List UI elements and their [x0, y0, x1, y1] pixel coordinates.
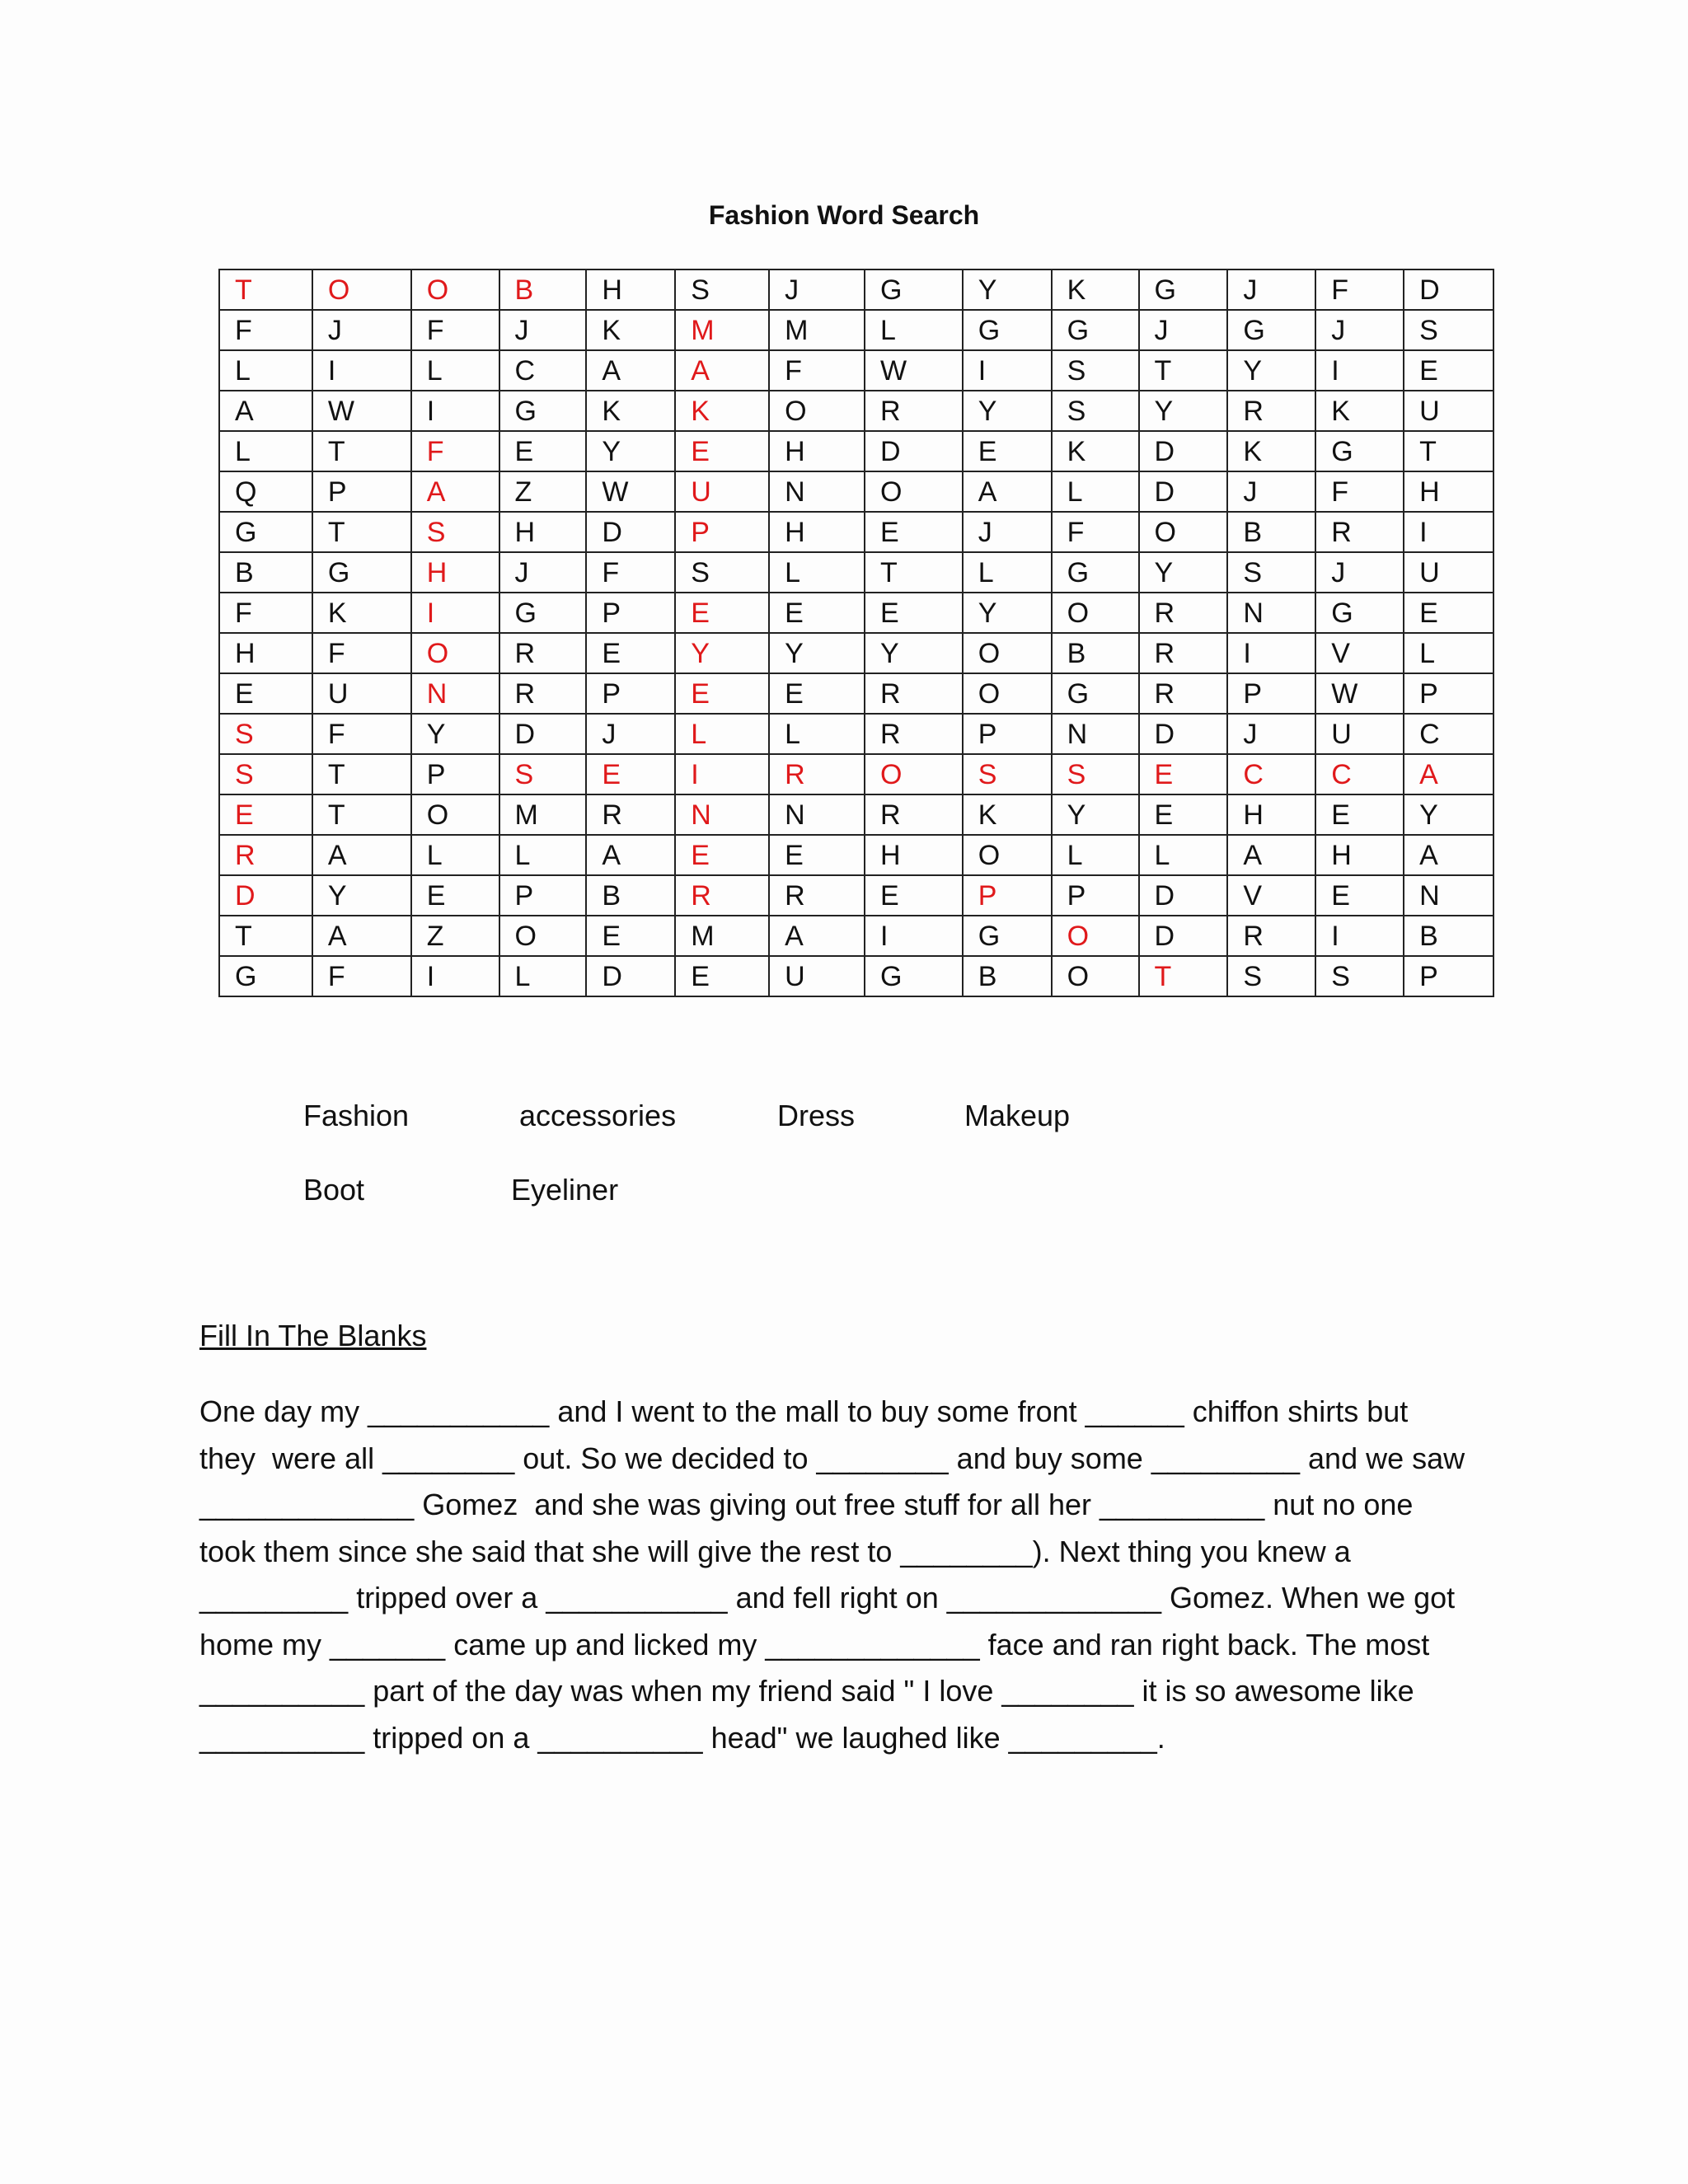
grid-cell: E	[675, 835, 769, 875]
grid-cell: Y	[1139, 391, 1228, 431]
grid-row	[219, 754, 1493, 794]
grid-cell: S	[1227, 552, 1315, 593]
grid-cell: H	[411, 552, 499, 593]
grid-cell: I	[411, 956, 499, 996]
grid-row	[219, 512, 1493, 552]
fill-in-blanks-heading: Fill In The Blanks	[199, 1319, 427, 1352]
grid-cell: N	[769, 471, 865, 512]
grid-cell: T	[312, 754, 411, 794]
grid-cell: F	[769, 350, 865, 391]
grid-cell: R	[1227, 916, 1315, 956]
grid-cell: E	[586, 754, 675, 794]
word-list-item: accessories	[519, 1099, 677, 1132]
grid-row	[219, 633, 1493, 673]
grid-cell: O	[865, 754, 963, 794]
grid-cell: R	[769, 875, 865, 916]
word-list-item: Dress	[777, 1099, 856, 1132]
grid-cell: A	[963, 471, 1052, 512]
grid-cell: G	[865, 269, 963, 310]
paragraph-line: _____________ Gomez and she was giving out free stuff for all her __________ nut no one	[199, 1488, 1414, 1521]
grid-cell: L	[1139, 835, 1228, 875]
grid-cell: S	[675, 269, 769, 310]
grid-cell: Y	[586, 431, 675, 471]
grid-cell: P	[1227, 673, 1315, 714]
grid-row	[219, 875, 1493, 916]
grid-cell: B	[1404, 916, 1493, 956]
grid-cell: P	[1404, 673, 1493, 714]
grid-cell: O	[963, 835, 1052, 875]
grid-cell: M	[499, 794, 587, 835]
grid-cell: T	[1139, 350, 1228, 391]
grid-cell: L	[499, 835, 587, 875]
grid-cell: E	[963, 431, 1052, 471]
grid-cell: R	[1139, 593, 1228, 633]
grid-cell: A	[411, 471, 499, 512]
grid-cell: T	[312, 431, 411, 471]
grid-cell: P	[963, 714, 1052, 754]
grid-cell: T	[1404, 431, 1493, 471]
grid-cell: H	[499, 512, 587, 552]
grid-cell: J	[499, 552, 587, 593]
grid-cell: S	[1052, 350, 1139, 391]
grid-cell: U	[1315, 714, 1404, 754]
grid-cell: I	[963, 350, 1052, 391]
word-search-grid	[218, 269, 1494, 997]
grid-cell: C	[1227, 754, 1315, 794]
grid-cell: U	[675, 471, 769, 512]
grid-cell: S	[1315, 956, 1404, 996]
grid-cell: L	[769, 714, 865, 754]
grid-cell: L	[411, 350, 499, 391]
grid-cell: T	[312, 512, 411, 552]
grid-row	[219, 552, 1493, 593]
grid-cell: S	[675, 552, 769, 593]
grid-cell: G	[1052, 552, 1139, 593]
grid-cell: F	[586, 552, 675, 593]
grid-cell: F	[411, 310, 499, 350]
grid-cell: B	[1052, 633, 1139, 673]
grid-cell: A	[1227, 835, 1315, 875]
grid-cell: P	[411, 754, 499, 794]
grid-row	[219, 310, 1493, 350]
page-title: Fashion Word Search	[708, 200, 980, 230]
paragraph-line: home my _______ came up and licked my _____________ face and ran right back. The most	[199, 1627, 1430, 1661]
grid-cell: K	[1315, 391, 1404, 431]
grid-row	[219, 794, 1493, 835]
word-list-item: Boot	[303, 1173, 365, 1207]
grid-cell: P	[312, 471, 411, 512]
grid-cell: O	[499, 916, 587, 956]
grid-cell: K	[586, 391, 675, 431]
grid-cell: L	[865, 310, 963, 350]
grid-cell: G	[219, 512, 312, 552]
grid-cell: S	[1052, 391, 1139, 431]
grid-cell: Q	[219, 471, 312, 512]
grid-cell: C	[1315, 754, 1404, 794]
grid-cell: G	[865, 956, 963, 996]
grid-cell: L	[219, 431, 312, 471]
grid-cell: G	[963, 310, 1052, 350]
grid-row	[219, 673, 1493, 714]
grid-cell: I	[1315, 350, 1404, 391]
grid-cell: D	[1139, 714, 1228, 754]
grid-cell: A	[312, 835, 411, 875]
grid-cell: G	[219, 956, 312, 996]
grid-cell: F	[312, 633, 411, 673]
paragraph-line: took them since she said that she will give the rest to ________). Next thing you knew a	[199, 1534, 1351, 1568]
grid-cell: L	[769, 552, 865, 593]
grid-cell: S	[1227, 956, 1315, 996]
paragraph-line: __________ tripped on a __________ head" we laughed like _________.	[199, 1720, 1165, 1755]
grid-cell: E	[1315, 794, 1404, 835]
grid-cell: N	[411, 673, 499, 714]
grid-cell: Y	[1404, 794, 1493, 835]
grid-cell: R	[1315, 512, 1404, 552]
grid-cell: L	[1404, 633, 1493, 673]
grid-cell: K	[675, 391, 769, 431]
grid-cell: E	[586, 633, 675, 673]
grid-cell: J	[586, 714, 675, 754]
grid-cell: E	[769, 835, 865, 875]
grid-cell: J	[769, 269, 865, 310]
grid-row	[219, 593, 1493, 633]
grid-cell: I	[1227, 633, 1315, 673]
grid-cell: J	[499, 310, 587, 350]
grid-cell: T	[219, 916, 312, 956]
grid-cell: P	[586, 673, 675, 714]
word-list-item: Fashion	[303, 1099, 410, 1132]
grid-cell: Y	[769, 633, 865, 673]
grid-cell: F	[312, 714, 411, 754]
grid-cell: G	[1227, 310, 1315, 350]
grid-cell: W	[865, 350, 963, 391]
grid-cell: Y	[963, 593, 1052, 633]
grid-cell: L	[219, 350, 312, 391]
grid-cell: R	[499, 633, 587, 673]
grid-cell: H	[865, 835, 963, 875]
grid-cell: E	[865, 512, 963, 552]
grid-cell: Y	[411, 714, 499, 754]
grid-cell: R	[675, 875, 769, 916]
grid-cell: A	[586, 835, 675, 875]
grid-cell: R	[1139, 673, 1228, 714]
grid-cell: O	[411, 633, 499, 673]
paragraph-line: they were all ________ out. So we decided to ________ and buy some _________ and we saw	[199, 1441, 1465, 1475]
grid-cell: U	[1404, 552, 1493, 593]
grid-cell: J	[1139, 310, 1228, 350]
grid-cell: V	[1315, 633, 1404, 673]
grid-cell: Y	[1052, 794, 1139, 835]
grid-cell: F	[219, 310, 312, 350]
grid-row	[219, 835, 1493, 875]
grid-cell: T	[1139, 956, 1228, 996]
grid-cell: S	[963, 754, 1052, 794]
grid-row	[219, 956, 1493, 996]
grid-cell: F	[312, 956, 411, 996]
grid-cell: A	[586, 350, 675, 391]
grid-cell: E	[675, 593, 769, 633]
grid-cell: E	[1139, 794, 1228, 835]
grid-cell: P	[963, 875, 1052, 916]
grid-cell: G	[499, 391, 587, 431]
grid-cell: A	[675, 350, 769, 391]
grid-cell: O	[411, 794, 499, 835]
grid-cell: A	[312, 916, 411, 956]
grid-cell: L	[963, 552, 1052, 593]
grid-cell: J	[963, 512, 1052, 552]
grid-cell: B	[963, 956, 1052, 996]
grid-cell: A	[219, 391, 312, 431]
grid-row	[219, 350, 1493, 391]
grid-cell: P	[1404, 956, 1493, 996]
grid-row	[219, 391, 1493, 431]
grid-row	[219, 471, 1493, 512]
grid-cell: B	[1227, 512, 1315, 552]
grid-cell: R	[1227, 391, 1315, 431]
grid-cell: N	[769, 794, 865, 835]
grid-cell: O	[1052, 956, 1139, 996]
grid-cell: Y	[963, 391, 1052, 431]
grid-cell: I	[1404, 512, 1493, 552]
grid-cell: E	[1315, 875, 1404, 916]
grid-cell: K	[586, 310, 675, 350]
paragraph-line: __________ part of the day was when my friend said " I love ________ it is so awesome like	[199, 1674, 1414, 1708]
grid-cell: J	[1315, 552, 1404, 593]
grid-cell: G	[1052, 673, 1139, 714]
grid-cell: D	[586, 512, 675, 552]
grid-cell: U	[769, 956, 865, 996]
grid-cell: N	[1404, 875, 1493, 916]
grid-cell: W	[586, 471, 675, 512]
grid-row	[219, 269, 1493, 310]
grid-cell: M	[675, 310, 769, 350]
grid-cell: E	[1139, 754, 1228, 794]
grid-cell: T	[219, 269, 312, 310]
grid-cell: L	[411, 835, 499, 875]
grid-cell: O	[769, 391, 865, 431]
grid-cell: N	[1052, 714, 1139, 754]
grid-cell: D	[219, 875, 312, 916]
grid-cell: E	[586, 916, 675, 956]
grid-cell: Y	[312, 875, 411, 916]
grid-cell: L	[499, 956, 587, 996]
grid-cell: G	[1052, 310, 1139, 350]
grid-cell: E	[411, 875, 499, 916]
grid-cell: R	[865, 794, 963, 835]
grid-cell: T	[312, 794, 411, 835]
grid-cell: Y	[675, 633, 769, 673]
grid-cell: S	[1052, 754, 1139, 794]
grid-cell: K	[963, 794, 1052, 835]
grid-cell: H	[1404, 471, 1493, 512]
grid-cell: R	[219, 835, 312, 875]
grid-cell: O	[963, 673, 1052, 714]
word-list-item: Makeup	[964, 1099, 1071, 1132]
grid-cell: G	[963, 916, 1052, 956]
grid-cell: S	[1404, 310, 1493, 350]
grid-cell: K	[312, 593, 411, 633]
grid-cell: K	[1052, 269, 1139, 310]
grid-cell: F	[1052, 512, 1139, 552]
grid-cell: N	[1227, 593, 1315, 633]
grid-row	[219, 916, 1493, 956]
grid-cell: C	[1404, 714, 1493, 754]
grid-cell: E	[675, 431, 769, 471]
grid-cell: Z	[499, 471, 587, 512]
paragraph-line: One day my ___________ and I went to the mall to buy some front ______ chiffon shirts but	[199, 1394, 1409, 1428]
grid-cell: D	[1139, 471, 1228, 512]
grid-cell: F	[411, 431, 499, 471]
grid-cell: P	[499, 875, 587, 916]
grid-cell: Y	[1139, 552, 1228, 593]
grid-cell: Z	[411, 916, 499, 956]
grid-cell: K	[1227, 431, 1315, 471]
grid-cell: C	[499, 350, 587, 391]
grid-cell: H	[769, 512, 865, 552]
grid-cell: U	[312, 673, 411, 714]
grid-cell: H	[219, 633, 312, 673]
grid-cell: J	[1227, 269, 1315, 310]
grid-cell: B	[586, 875, 675, 916]
grid-cell: R	[865, 714, 963, 754]
grid-cell: R	[586, 794, 675, 835]
grid-cell: V	[1227, 875, 1315, 916]
grid-cell: D	[1404, 269, 1493, 310]
grid-cell: G	[499, 593, 587, 633]
grid-cell: L	[1052, 471, 1139, 512]
grid-cell: R	[865, 391, 963, 431]
grid-cell: O	[312, 269, 411, 310]
grid-cell: J	[1227, 471, 1315, 512]
grid-cell: E	[865, 593, 963, 633]
grid-cell: E	[865, 875, 963, 916]
fill-in-blanks-paragraph	[199, 1389, 1502, 1761]
grid-cell: Y	[963, 269, 1052, 310]
grid-cell: G	[1315, 593, 1404, 633]
grid-cell: A	[1404, 754, 1493, 794]
grid-cell: O	[1139, 512, 1228, 552]
grid-cell: D	[586, 956, 675, 996]
grid-cell: H	[586, 269, 675, 310]
grid-cell: A	[1404, 835, 1493, 875]
grid-cell: D	[1139, 431, 1228, 471]
grid-cell: E	[769, 673, 865, 714]
grid-cell: H	[769, 431, 865, 471]
grid-cell: G	[312, 552, 411, 593]
grid-cell: S	[411, 512, 499, 552]
grid-cell: I	[865, 916, 963, 956]
grid-cell: P	[675, 512, 769, 552]
grid-cell: N	[675, 794, 769, 835]
grid-cell: F	[1315, 471, 1404, 512]
grid-cell: I	[411, 593, 499, 633]
grid-cell: O	[963, 633, 1052, 673]
grid-cell: S	[219, 714, 312, 754]
grid-cell: I	[312, 350, 411, 391]
grid-cell: H	[1227, 794, 1315, 835]
grid-cell: L	[1052, 835, 1139, 875]
grid-cell: O	[1052, 593, 1139, 633]
grid-cell: Y	[865, 633, 963, 673]
grid-row	[219, 431, 1493, 471]
grid-cell: R	[769, 754, 865, 794]
grid-cell: P	[1052, 875, 1139, 916]
grid-cell: B	[499, 269, 587, 310]
grid-cell: J	[312, 310, 411, 350]
grid-cell: R	[865, 673, 963, 714]
grid-cell: F	[1315, 269, 1404, 310]
grid-cell: E	[499, 431, 587, 471]
grid-cell: E	[1404, 350, 1493, 391]
grid-cell: J	[1227, 714, 1315, 754]
grid-cell: G	[1315, 431, 1404, 471]
grid-cell: G	[1139, 269, 1228, 310]
grid-cell: D	[1139, 916, 1228, 956]
grid-cell: U	[1404, 391, 1493, 431]
grid-cell: D	[865, 431, 963, 471]
grid-cell: S	[499, 754, 587, 794]
grid-cell: M	[675, 916, 769, 956]
grid-cell: D	[1139, 875, 1228, 916]
grid-cell: F	[219, 593, 312, 633]
grid-cell: I	[675, 754, 769, 794]
grid-cell: S	[219, 754, 312, 794]
grid-cell: W	[1315, 673, 1404, 714]
grid-cell: E	[675, 673, 769, 714]
grid-cell: O	[865, 471, 963, 512]
grid-cell: B	[219, 552, 312, 593]
grid-cell: W	[312, 391, 411, 431]
grid-cell: L	[675, 714, 769, 754]
grid-cell: O	[411, 269, 499, 310]
grid-cell: O	[1052, 916, 1139, 956]
grid-cell: E	[219, 673, 312, 714]
grid-row	[219, 714, 1493, 754]
grid-cell: M	[769, 310, 865, 350]
grid-cell: P	[586, 593, 675, 633]
grid-cell: E	[675, 956, 769, 996]
grid-cell: K	[1052, 431, 1139, 471]
grid-cell: H	[1315, 835, 1404, 875]
grid-cell: T	[865, 552, 963, 593]
grid-cell: E	[219, 794, 312, 835]
grid-cell: D	[499, 714, 587, 754]
grid-cell: E	[769, 593, 865, 633]
grid-cell: I	[1315, 916, 1404, 956]
grid-cell: E	[1404, 593, 1493, 633]
grid-cell: J	[1315, 310, 1404, 350]
grid-cell: A	[769, 916, 865, 956]
grid-cell: I	[411, 391, 499, 431]
grid-cell: R	[1139, 633, 1228, 673]
word-list-item: Eyeliner	[511, 1173, 619, 1207]
grid-cell: Y	[1227, 350, 1315, 391]
grid-cell: R	[499, 673, 587, 714]
paragraph-line: _________ tripped over a ___________ and fell right on _____________ Gomez. When we got	[199, 1581, 1456, 1615]
